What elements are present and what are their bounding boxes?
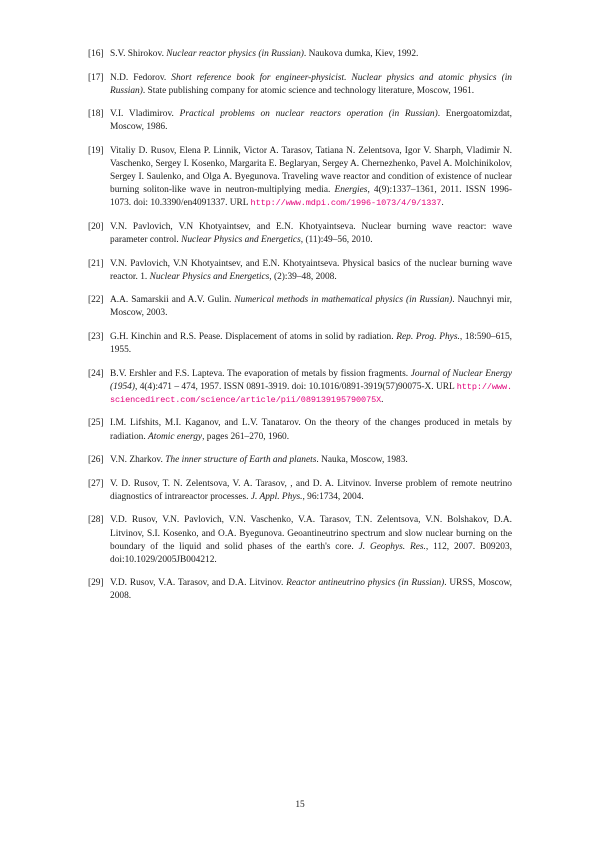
bibliography-entry-label: [28] [88, 515, 104, 526]
citation-text: . [381, 394, 384, 405]
citation-title-italic: Rep. Prog. Phys. [396, 332, 460, 342]
bibliography-entry-label: [22] [88, 295, 104, 306]
citation-text: , (2):39–48, 2008. [269, 271, 337, 282]
bibliography-entry-text [110, 514, 512, 566]
bibliography-entry-text [110, 48, 512, 61]
citation-text: , 112, 2007. B09203, doi:10.1029/2005JB004212. [110, 541, 512, 565]
bibliography-entry [88, 514, 512, 566]
citation-text: . Energoatomizdat, Moscow, 1986. [110, 109, 512, 133]
citation-title-italic: The inner structure of Earth and planets [165, 455, 317, 466]
bibliography-entry-text [110, 221, 512, 247]
bibliography-entry [88, 478, 512, 504]
citation-title-italic: Energies [334, 185, 368, 196]
bibliography-entry-text [110, 454, 512, 467]
citation-title-italic: Short reference book for engineer-physicist. Nuclear physics and atomic physics (in Russian) [110, 72, 512, 96]
bibliography-entry-text [110, 72, 512, 98]
citation-text: V.N. Zharkov. [110, 455, 166, 466]
bibliography-entry [88, 48, 512, 61]
bibliography-entry-label: [24] [88, 368, 104, 379]
citation-title-italic: Nuclear Physics and Energetics [181, 235, 301, 246]
citation-text: A.A. Samarskii and A.V. Gulin. [110, 295, 235, 306]
bibliography-entry-label: [26] [88, 455, 104, 466]
citation-text: , (11):49–56, 2010. [300, 235, 373, 246]
bibliography-entry-text [110, 577, 512, 603]
bibliography-entry [88, 145, 512, 210]
citation-url-link[interactable]: http://www.sciencedirect.com/science/article/pii/089139195790075X [110, 381, 512, 405]
bibliography-entry-label: [29] [88, 578, 104, 589]
citation-text: G.H. Kinchin and R.S. Pease. Displacement of atoms in solid by radiation. [110, 332, 397, 342]
bibliography-entry [88, 368, 512, 407]
citation-text: , pages 261–270, 1960. [202, 431, 290, 442]
citation-title-italic: Practical problems on nuclear reactors operation (in Russian) [179, 109, 438, 120]
bibliography-entry-label: [25] [88, 418, 104, 429]
citation-title-italic: Atomic energy [148, 431, 203, 442]
citation-text: . Naukova dumka, Kiev, 1992. [303, 49, 419, 59]
bibliography-entry-label: [19] [88, 145, 104, 156]
citation-title-italic: Journal of Nuclear Energy (1954) [110, 368, 512, 392]
bibliography-entry-text [110, 108, 512, 134]
bibliography-entry [88, 72, 512, 98]
citation-text: . Nauka, Moscow, 1983. [316, 455, 408, 466]
citation-text: N.D. Fedorov. [110, 72, 172, 83]
bibliography-entry [88, 258, 512, 284]
bibliography-entry-label: [17] [88, 72, 104, 83]
citation-title-italic: Numerical methods in mathematical physics (in Russian) [234, 295, 453, 306]
bibliography-entry-text [110, 331, 512, 357]
bibliography-entry [88, 577, 512, 603]
citation-text: V.N. Pavlovich, V.N Khotyaintsev, and E.N. Khotyaintseva. Nuclear burning wave reactor: wave parameter control. [110, 221, 512, 246]
bibliography-entry [88, 454, 512, 467]
citation-text: I.M. Lifshits, M.I. Kaganov, and L.V. Tanatarov. On the theory of the changes produced in metals by radiation. [110, 418, 512, 442]
bibliography-entry [88, 221, 512, 247]
bibliography-entry-text [110, 368, 512, 407]
bibliography-list [88, 48, 512, 614]
page-number: 15 [295, 800, 305, 810]
citation-title-italic: J. Geophys. Res. [358, 541, 426, 552]
citation-text: . [441, 198, 444, 209]
citation-text: V.I. Vladimirov. [110, 109, 180, 120]
bibliography-entry-text [110, 258, 512, 284]
bibliography-entry [88, 417, 512, 443]
citation-text: , 96:1734, 2004. [302, 491, 364, 502]
citation-text: V. D. Rusov, T. N. Zelentsova, V. A. Tarasov, , and D. A. Litvinov. Inverse problem of remote neutrino diagnostics of intrareactor processes. [110, 478, 512, 502]
citation-title-italic: Nuclear reactor physics (in Russian) [166, 49, 304, 59]
citation-text: V.D. Rusov, V.A. Tarasov, and D.A. Litvinov. [110, 578, 287, 589]
bibliography-entry-label: [27] [88, 478, 104, 489]
citation-text: . State publishing company for atomic science and technology literature, Moscow, 1961. [142, 85, 475, 96]
bibliography-entry-text [110, 145, 512, 210]
citation-title-italic: J. Appl. Phys. [250, 491, 303, 502]
citation-text: , 4(4):471 – 474, 1957. ISSN 0891-3919. doi: 10.1016/0891-3919(57)90075-X. URL [135, 381, 457, 392]
bibliography-entry-label: [20] [88, 221, 104, 232]
citation-url-link[interactable]: http://www.mdpi.com/1996-1073/4/9/1337 [250, 198, 442, 209]
bibliography-entry-label: [16] [88, 49, 104, 59]
bibliography-entry-label: [21] [88, 258, 104, 269]
citation-text: , 4(9):1337–1361, 2011. ISSN 1996-1073. doi: 10.3390/en4091337. URL [110, 185, 512, 209]
bibliography-entry-text [110, 417, 512, 443]
bibliography-entry-text [110, 478, 512, 504]
bibliography-entry-label: [18] [88, 109, 104, 120]
citation-title-italic: Nuclear Physics and Energetics [149, 271, 270, 282]
bibliography-entry [88, 331, 512, 357]
bibliography-entry [88, 294, 512, 320]
bibliography-entry [88, 108, 512, 134]
citation-text: B.V. Ershler and F.S. Lapteva. The evaporation of metals by fission fragments. [110, 368, 411, 379]
citation-text: S.V. Shirokov. [110, 49, 167, 59]
bibliography-entry-label: [23] [88, 332, 104, 342]
citation-text: . Nauchnyi mir, Moscow, 2003. [110, 295, 512, 319]
citation-title-italic: Reactor antineutrino physics (in Russian) [286, 578, 445, 589]
citation-text: V.D. Rusov, V.N. Pavlovich, V.N. Vaschenko, V.A. Tarasov, T.N. Zelentsova, V.N. Bolshakov, D.A. Litvinov, S.I. Kosenko, and O.A. Byegunova. Geoantineutrino spectrum and slow nuclear burning on the boundary of the liquid and solid phases of the earth's core. [110, 515, 512, 552]
bibliography-entry-text [110, 294, 512, 320]
citation-text: , 18:590–615, 1955. [110, 332, 513, 356]
citation-text: Vitaliy D. Rusov, Elena P. Linnik, Victor A. Tarasov, Tatiana N. Zelentsova, Igor V. Sharph, Vladimir N. Vaschenko, Sergey I. Kosenko, Margarita E. Beglaryan, Sergey A. Chernezhenko, Pavel A. Molchinikolov, Sergey I. Saulenko, and Olga A. Byegunova. Traveling wave reactor and condition of existence of nuclear burning soliton-like wave in neutron-multiplying media. [110, 145, 512, 196]
citation-text: V.N. Pavlovich, V.N Khotyaintsev, and E.N. Khotyaintseva. Physical basics of the nuclear burning wave reactor. 1. [110, 258, 512, 282]
citation-text: . URSS, Moscow, 2008. [110, 578, 512, 602]
